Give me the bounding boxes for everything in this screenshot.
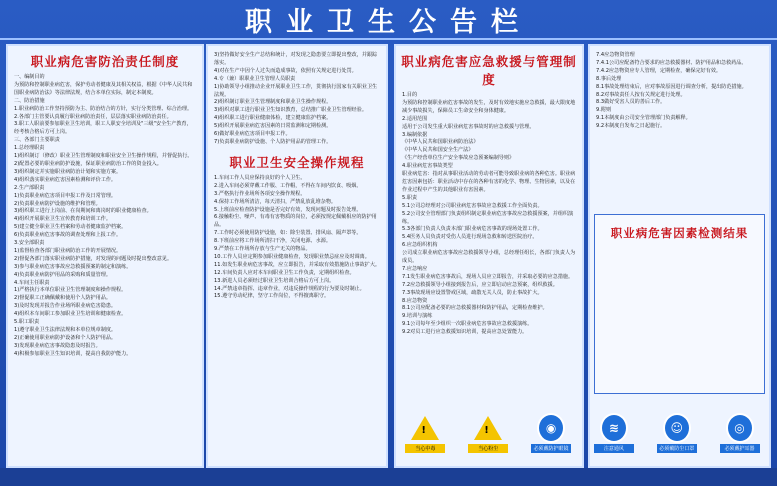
text-line: 5.2公司安全管理部门负责组织制定职业病危害事故应急救援预案，并组织演练。	[402, 210, 574, 225]
text-line: 5.1公司总经理对公司职业病危害事故应急救援工作全面负责。	[402, 202, 543, 209]
text-line: 8.2对事故责任人按有关规定进行处理。	[596, 91, 686, 98]
section-title-emergency: 职业病危害应急救援与管理制度	[401, 54, 577, 87]
board-title: 职业卫生公告栏	[245, 6, 532, 38]
text-line: 为预防和控制职业病危害，保护劳动者健康及其相关权益，根据《中华人民共和国职业病防治法》等法律法规，结合本单位实际，制定本制度。	[14, 81, 193, 96]
text-line: 8.事后处理	[596, 75, 622, 82]
text-line: 5)组织开展职业病危害因素的日常监测和定期检测。	[214, 123, 332, 130]
text-line: 3)组织制定并实施职业病防治计划和实施方案。	[14, 168, 122, 175]
text-line: 4)组织开展职业卫生宣传教育和培训工作。	[14, 216, 111, 223]
text-line: 适用于公司发生重大职业病危害事故时的应急救援与管理。	[402, 123, 535, 130]
panel-operations	[206, 44, 388, 468]
section-body	[208, 52, 386, 147]
mandatory-sign-icon: ◎	[726, 414, 754, 442]
text-line: 4)负责职业病防护用品的采购和质量管理。	[14, 271, 111, 278]
text-line: 6.应急组织机构	[402, 242, 438, 249]
safety-sign-label: 必须戴防护眼镜	[531, 444, 571, 453]
warning-sign-icon: !	[474, 414, 502, 442]
text-line: 5.4医务人员负责对受伤人员进行现场急救和转送医院治疗。	[402, 234, 538, 241]
text-line: 9.附则	[596, 107, 612, 114]
mandatory-sign-icon: ☺	[663, 414, 691, 442]
section-body	[8, 74, 202, 359]
text-line: 7.4.1公司应配备符合要求的应急救援器材、防护用品和急救药品。	[596, 59, 747, 66]
text-line: 一、编制目的	[14, 74, 45, 80]
text-line: 1)严格执行本单位职业卫生管理制度和操作规程。	[14, 287, 127, 294]
text-line: 2)正确使用职业病防护设备和个人防护用品。	[14, 334, 117, 341]
text-line: 3)参与职业病危害事故应急救援预案的制定和演练。	[14, 263, 132, 270]
text-line: 4.保持工作场所清洁，每天清扫，严禁乱放乱堆杂物。	[214, 198, 337, 205]
text-line: 1)负责职业病危害项目申报工作及日常管理。	[14, 192, 117, 199]
text-line: 1.职业病防治工作坚持预防为主、防治结合的方针，实行分类管理、综合治理。	[14, 105, 193, 112]
warning-sign-icon: !	[411, 414, 439, 442]
text-line: 4.车间主任职责	[14, 279, 50, 286]
safety-sign	[594, 414, 634, 453]
text-line: 9.1公司每年至少组织一次职业病危害事故应急救援演练。	[402, 321, 533, 328]
text-line: 4)对在生产中因个人过失而造成事故，依照有关规定进行处罚。	[214, 67, 357, 74]
bottom-strip	[0, 468, 777, 486]
text-line: 1)遵守职业卫生法律法规和本单位规章制度。	[14, 327, 117, 333]
text-line: 7.工作时必须使用防护设施，如：除尘装置、排风扇、隔声罩等。	[214, 230, 362, 237]
text-line: 2)配置必要的职业病防护设施，保证职业病防治工作的资金投入。	[14, 160, 162, 167]
text-line: 《中华人民共和国安全生产法》	[402, 147, 474, 154]
text-line: 2)督促职工正确佩戴和使用个人防护用品。	[14, 295, 111, 302]
text-line: 14.严禁违章指挥、违章作业，对违反操作规程的行为要及时制止。	[214, 285, 365, 292]
text-line: 6)做好职业病危害项目申报工作。	[214, 131, 291, 138]
text-line: 6.接触粉尘、噪声、有毒有害物质的岗位，必须按规定佩戴相应的防护用品。	[214, 214, 377, 229]
text-line: 三、各部门主要职责	[14, 137, 60, 144]
text-line: 7.应急响应	[402, 265, 428, 272]
panel-responsibility	[6, 44, 204, 468]
text-line: 8.1公司应配备必要的应急救援器材和防护用品，定期检查维护。	[402, 305, 548, 312]
text-line: 8.1事故处理结束后，应对事故原因进行调查分析，提出防范措施。	[596, 83, 747, 90]
text-line: 1)协助领导小组推动企业开展职业卫生工作，贯彻执行国家有关职业卫生法规。	[214, 83, 378, 98]
safety-sign-label: 当心粉尘	[468, 444, 508, 453]
section-body	[590, 52, 769, 131]
text-line: 3.编制依据	[402, 131, 428, 138]
text-line: 二、防治措施	[14, 97, 45, 104]
text-line: 为预防和控制职业病危害事故的发生，及时有效地实施应急救援，最大限度地减少事故损失，保障员工生命安全和身体健康。	[402, 99, 576, 114]
text-line: 7.4.2应急物资应专人管理，定期检查，确保完好有效。	[596, 67, 722, 74]
text-line: 9.1本制度由公司安全管理部门负责解释。	[596, 115, 691, 122]
text-line: 职业病危害：指对从事职业活动的劳动者可能导致职业病的各种危害。职业病危害因素包括：职业活动中存在的各种有害的化学、物理、生物因素，以及在作业过程中产生的其他职业有害因素。	[402, 171, 576, 193]
text-line: 2.进入车间必须穿戴工作服、工作帽，不得在车间内饮食、吸烟。	[214, 182, 362, 189]
text-line: 3.职工人职前要参加职业卫生培训，职工人职安全培训及"三级"安全生产教育，经考核合格后方可上岗。	[14, 121, 192, 136]
text-line: 13.新进人员必须经过职业卫生培训合格后方可上岗。	[214, 277, 335, 284]
text-line: 5.上班前应检查防护设施是否完好有效，发现问题及时报告处理。	[214, 206, 362, 213]
text-line: 7.2应急救援领导小组接到报告后，应立即启动应急预案，组织救援。	[402, 281, 558, 288]
text-line: 8.下班前应将工作场所清扫干净，关闭电源、水源。	[214, 238, 331, 245]
text-line: 4.职业病危害事故类型	[402, 163, 453, 170]
safety-sign-label: 必须戴防尘口罩	[657, 444, 697, 453]
text-line: 2)组织制订职业卫生管理制度和职业卫生操作规程。	[214, 99, 332, 106]
safety-sign	[468, 414, 508, 453]
text-line: 12.车间负责人应对本车间职业卫生工作负责，定期组织检查。	[214, 269, 355, 276]
safety-sign	[720, 414, 760, 453]
safety-sign-label: 必须戴护耳器	[720, 444, 760, 453]
safety-signs	[394, 412, 771, 466]
text-line: 3)组织对职工进行职业卫生知识教育，总结推广职业卫生管理经验。	[214, 107, 367, 114]
text-line: 3)坚持做好安全生产总结和统计，对发现之隐患要立即提出整改，并跟踪落实。	[214, 52, 378, 66]
text-line: 9.2对员工进行应急救援知识培训，提高应急处置能力。	[402, 329, 528, 336]
text-line: 2.生产部职责	[14, 184, 45, 191]
section-title-responsibility: 职业病危害防治责任制度	[30, 54, 180, 69]
safety-sign	[531, 414, 571, 453]
text-line: 4)积极参加职业卫生知识培训，提高自我防护能力。	[14, 350, 132, 357]
text-line: 1)组织制订（修改）职业卫生管理制度和职业安全卫生操作规程，并督促执行。	[14, 153, 193, 160]
text-line: 2)督促各部门落实职业病防护措施，对发现的问题及时提出整改意见。	[14, 255, 173, 262]
text-line: 7.3事故现场应设置警戒区域，疏散无关人员，防止事故扩大。	[402, 289, 543, 296]
text-line: 1.总经理职责	[14, 145, 45, 152]
text-line: 3)及时发现并报告作业场所职业病危害隐患。	[14, 303, 117, 310]
text-line: 1.车间工作人员应保持良好的个人卫生。	[214, 174, 306, 181]
text-line: 5)建立健全职业卫生档案和劳动者健康监护档案。	[14, 224, 127, 231]
text-line: 9.2本制度自发布之日起施行。	[596, 123, 666, 130]
mandatory-sign-icon: ◉	[537, 414, 565, 442]
text-line: 2.各部门主管要认真履行职业病防治责任，层层落实职业病防治责任。	[14, 113, 172, 120]
text-line: 9.培训与演练	[402, 313, 433, 320]
text-line: 10.工作人员应定期参加职业健康检查，发现职业禁忌症应及时调离。	[214, 253, 370, 260]
text-line: 5.职工职责	[14, 319, 40, 326]
text-line: 9.严禁在工作场所存放与生产无关的物品。	[214, 246, 311, 253]
text-line: 5.3各部门负责人负责本部门职业病危害事故的现场处置工作。	[402, 226, 543, 233]
text-line: 2)负责职业病防护设施的维护和管理。	[14, 200, 101, 207]
text-line: 8.3做好受害人员的善后工作。	[596, 99, 666, 106]
title-bar	[0, 0, 777, 40]
text-line: 1)监督检查各部门职业病防治工作的开展情况。	[14, 247, 122, 254]
text-line: 4)组织本车间职工参加职业卫生培训和健康检查。	[14, 311, 127, 318]
text-line: 3)发现职业病危害事故隐患及时报告。	[14, 342, 101, 349]
text-line: 2.适用范围	[402, 115, 428, 122]
text-line: 5.职责	[402, 194, 418, 201]
text-line: 8.应急物资	[402, 297, 428, 304]
mandatory-sign-icon: ≋	[600, 414, 628, 442]
text-line: 1.目的	[402, 92, 418, 98]
text-line: 7.1发生职业病危害事故后，现场人员应立即报告，并采取必要的应急措施。	[402, 273, 574, 280]
text-line: 公司成立职业病危害事故应急救援领导小组，总经理任组长，各部门负责人为成员。	[402, 250, 576, 265]
detection-results-box	[594, 214, 765, 394]
section-title-operations: 职业卫生安全操作规程	[229, 154, 365, 170]
safety-sign	[405, 414, 445, 453]
text-line: 3.严格执行作业场所各项安全操作规程。	[214, 190, 306, 197]
section-body	[208, 175, 386, 302]
text-line: 11.如发生职业病危害事故，应立即报告，并采取有效措施防止事故扩大。	[214, 261, 381, 268]
panel-results	[588, 44, 771, 468]
text-line: 《生产经营单位生产安全事故应急预案编制导则》	[402, 155, 515, 162]
text-line: 3.安全部职责	[14, 240, 45, 247]
text-line: 4)组织落实职业病危害因素检测和评价工作。	[14, 176, 117, 183]
text-line: 3)组织职工进行上岗前、在岗期间和离岗时的职业健康检查。	[14, 208, 152, 215]
section-body	[396, 92, 582, 337]
text-line: 6)负责职业病危害事故的调查处理和上报工作。	[14, 232, 122, 239]
safety-sign	[657, 414, 697, 453]
text-line: 4)组织职工进行职业健康体检，建立健康监护档案。	[214, 115, 332, 122]
text-line: 7)负责职业病防护设施、个人防护用品的管理工作。	[214, 138, 332, 145]
text-line: 4.专（兼）职职业卫生管理人员职责	[214, 75, 296, 82]
section-title-results: 职业病危害因素检测结果	[610, 226, 749, 240]
safety-sign-label: 当心中毒	[405, 444, 445, 453]
safety-sign-label: 注意通风	[594, 444, 634, 453]
panel-emergency	[394, 44, 584, 468]
text-line: 7.4应急物资管理	[596, 52, 635, 58]
text-line: 《中华人民共和国职业病防治法》	[402, 139, 479, 146]
text-line: 15.遵守劳动纪律，坚守工作岗位，不得擅离职守。	[214, 293, 330, 300]
